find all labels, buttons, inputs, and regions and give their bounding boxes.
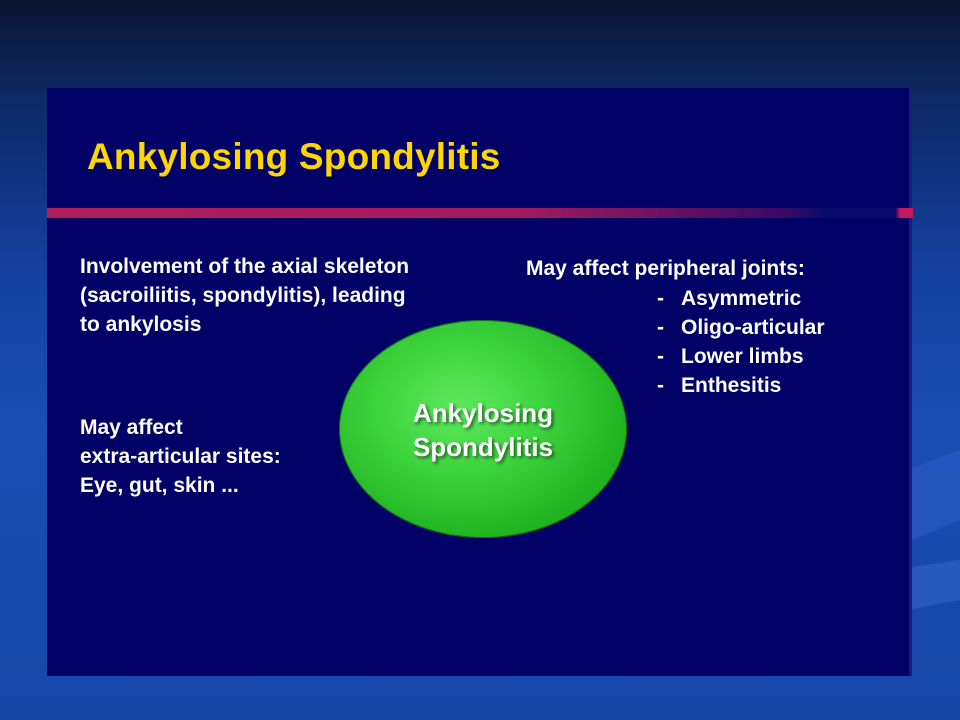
axial-line: Involvement of the axial skeleton xyxy=(80,255,410,278)
peripheral-joints-heading xyxy=(526,254,805,283)
extra-articular-line: May affect xyxy=(80,416,183,439)
slide-panel xyxy=(47,88,909,676)
oval-label xyxy=(339,396,627,464)
oval-label-line: Ankylosing xyxy=(412,398,554,428)
title-divider xyxy=(47,208,913,218)
list-item xyxy=(657,342,825,371)
dash-bullet: - xyxy=(657,287,664,310)
oval-label-line: Spondylitis xyxy=(412,432,554,462)
axial-involvement-text xyxy=(80,252,409,339)
extra-articular-line: Eye, gut, skin ... xyxy=(80,474,239,497)
peripheral-heading-text: May affect peripheral joints: xyxy=(526,257,805,280)
peripheral-joints-list xyxy=(657,284,825,400)
list-item-label: Oligo-articular xyxy=(681,316,825,339)
list-item-label: Asymmetric xyxy=(681,287,802,310)
list-item xyxy=(657,371,825,400)
list-item xyxy=(657,313,825,342)
list-item-label: Enthesitis xyxy=(681,374,782,397)
list-item xyxy=(657,284,825,313)
extra-articular-line: extra-articular sites: xyxy=(80,445,281,468)
center-oval xyxy=(339,320,627,538)
extra-articular-text xyxy=(80,413,281,500)
dash-bullet: - xyxy=(657,374,664,397)
dash-bullet: - xyxy=(657,316,664,339)
axial-line: (sacroiliitis, spondylitis), leading xyxy=(80,284,406,307)
list-item-label: Lower limbs xyxy=(681,345,804,368)
dash-bullet: - xyxy=(657,345,664,368)
slide-title: Ankylosing Spondylitis xyxy=(87,136,501,177)
axial-line: to ankylosis xyxy=(80,313,202,336)
